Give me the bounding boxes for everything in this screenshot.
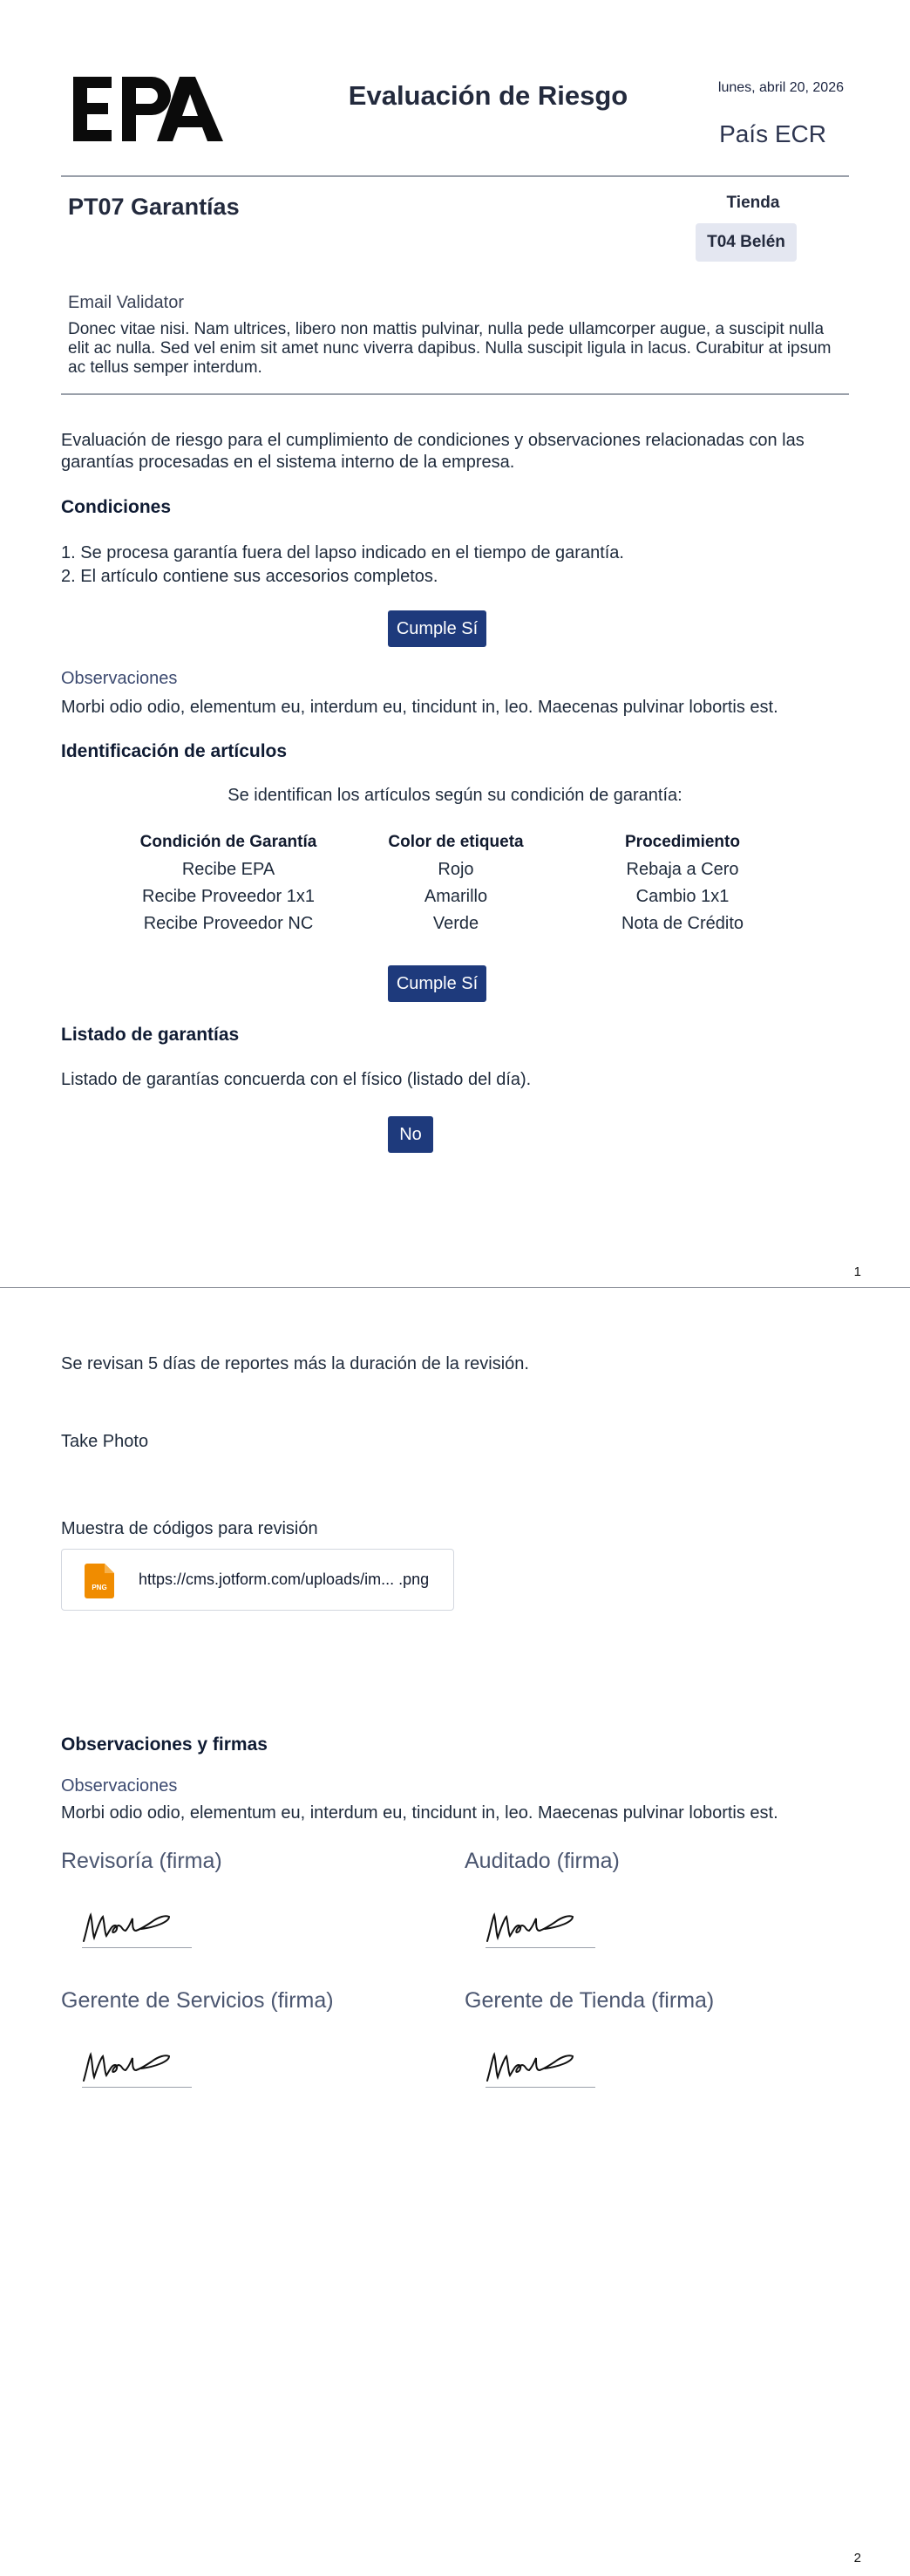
reviewer-signature-label: Revisoría (firma)	[61, 1849, 222, 1873]
signature-line	[82, 1947, 192, 1948]
png-file-icon	[85, 1564, 114, 1598]
table-cell: Nota de Crédito	[621, 914, 744, 933]
conditions-answer-button[interactable]: Cumple Sí	[388, 610, 486, 647]
store-label: Tienda	[726, 194, 780, 212]
table-cell: Recibe Proveedor NC	[143, 914, 314, 933]
store-manager-signature-label: Gerente de Tienda (firma)	[465, 1988, 715, 2013]
condition-item: 2. El artículo contiene sus accesorios completos.	[61, 567, 438, 586]
table-column-color	[356, 833, 556, 941]
table-header: Color de etiqueta	[388, 833, 524, 851]
page-number: 1	[853, 1264, 861, 1279]
report-page-2	[0, 1288, 910, 2576]
section-title: PT07 Garantías	[68, 194, 240, 220]
take-photo-label: Take Photo	[61, 1432, 149, 1451]
intro-paragraph: Evaluación de riesgo para el cumplimiento de condiciones y observaciones relacionadas con las garantías procesadas en el sistema interno de la empresa.	[61, 431, 805, 472]
header-divider	[61, 175, 849, 177]
table-cell: Verde	[432, 914, 479, 933]
table-cell: Recibe Proveedor 1x1	[142, 887, 315, 906]
conditions-observations-text: Morbi odio odio, elementum eu, interdum eu, tincidunt in, leo. Maecenas pulvinar lobortis est.	[61, 698, 778, 717]
report-country: País ECR	[719, 120, 826, 147]
audited-signature-label: Auditado (firma)	[465, 1849, 620, 1873]
table-column-procedure	[582, 833, 783, 941]
report-date: lunes, abril 20, 2026	[717, 80, 844, 95]
email-validator-label: Email Validator	[68, 293, 185, 312]
identification-intro: Se identifican los artículos según su condición de garantía:	[228, 786, 682, 805]
table-cell: Rojo	[438, 860, 474, 879]
conditions-observations-label: Observaciones	[61, 669, 178, 688]
conditions-heading: Condiciones	[61, 497, 172, 517]
file-name[interactable]: https://cms.jotform.com/uploads/im... .png	[139, 1571, 430, 1588]
report-title: Evaluación de Riesgo	[348, 80, 628, 111]
signature-line	[486, 2087, 595, 2088]
listing-answer-button[interactable]: No	[388, 1116, 433, 1153]
listing-heading: Listado de garantías	[61, 1025, 240, 1045]
reviewer-signature	[78, 1906, 192, 1946]
file-attachment[interactable]	[61, 1549, 454, 1611]
final-observations-text: Morbi odio odio, elementum eu, interdum eu, tincidunt in, leo. Maecenas pulvinar lobortis est.	[61, 1803, 778, 1823]
report-page-1	[0, 0, 910, 1287]
signature-line	[82, 2087, 192, 2088]
review-period-text: Se revisan 5 días de reportes más la duración de la revisión.	[61, 1354, 529, 1373]
table-column-condition	[127, 833, 329, 941]
signature-line	[486, 1947, 595, 1948]
table-cell: Amarillo	[424, 887, 488, 906]
condition-item: 1. Se procesa garantía fuera del lapso indicado en el tiempo de garantía.	[61, 543, 624, 562]
final-observations-label: Observaciones	[61, 1776, 178, 1796]
identification-answer-button[interactable]: Cumple Sí	[388, 965, 486, 1002]
services-manager-signature	[78, 2046, 192, 2086]
listing-text: Listado de garantías concuerda con el físico (listado del día).	[61, 1070, 532, 1089]
conditions-list	[61, 542, 624, 589]
code-sample-label: Muestra de códigos para revisión	[61, 1519, 318, 1538]
section-divider	[61, 393, 849, 395]
table-header: Condición de Garantía	[139, 833, 317, 851]
signatures-heading: Observaciones y firmas	[61, 1734, 268, 1755]
table-header: Procedimiento	[625, 833, 740, 851]
identification-heading: Identificación de artículos	[61, 741, 288, 761]
store-manager-signature	[482, 2046, 595, 2086]
table-cell: Rebaja a Cero	[626, 860, 739, 879]
file-ext-label: PNG	[92, 1584, 107, 1591]
epa-logo	[73, 77, 223, 141]
table-cell: Cambio 1x1	[635, 887, 730, 906]
page-number: 2	[853, 2551, 861, 2566]
audited-signature	[482, 1906, 595, 1946]
table-cell: Recibe EPA	[181, 860, 275, 879]
store-badge: T04 Belén	[696, 223, 797, 262]
email-validator-text: Donec vitae nisi. Nam ultrices, libero non mattis pulvinar, nulla pede ullamcorper augue, a suscipit nulla elit ac nulla. Sed vel enim sit amet nunc viverra dapibus. Nulla suscipit ligula in lacus. Curabitur at ipsum ac tellus semper interdum.	[68, 320, 832, 377]
services-manager-signature-label: Gerente de Servicios (firma)	[61, 1988, 334, 2013]
